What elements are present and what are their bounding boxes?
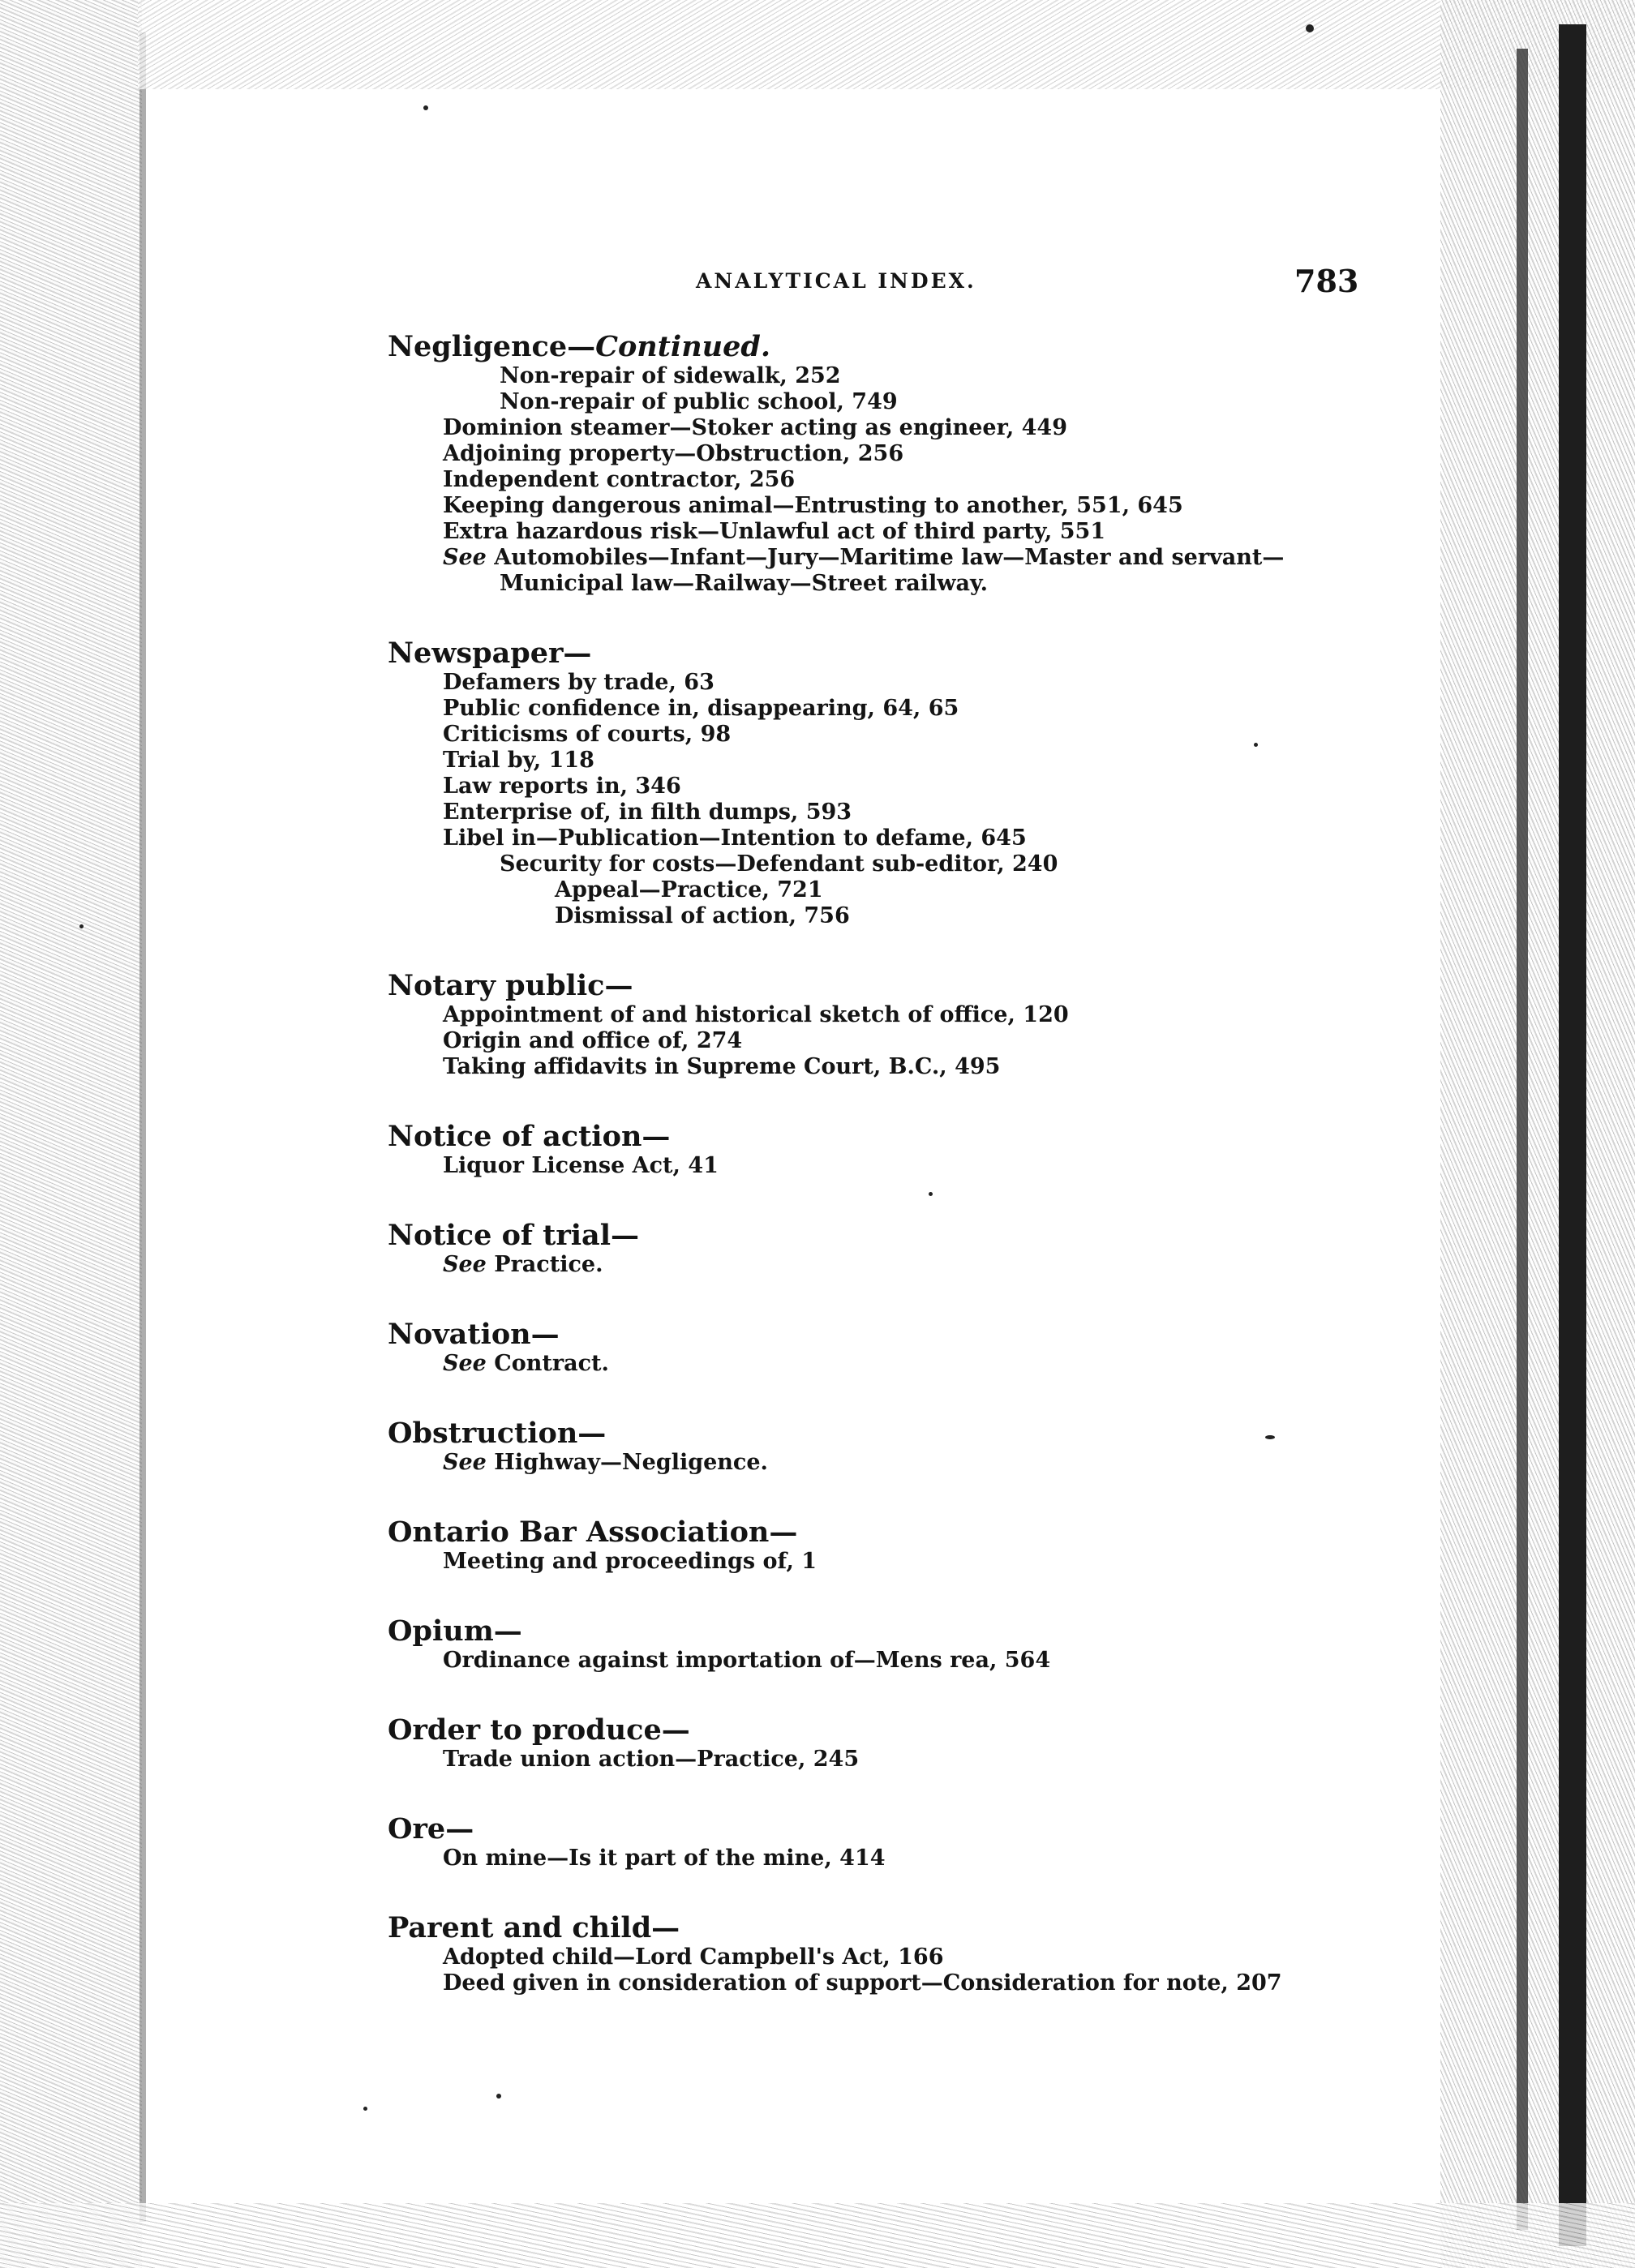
- subline-text: Adopted child—Lord Campbell's Act, 166: [443, 1944, 944, 1970]
- subline-text: Keeping dangerous animal—Entrusting to another, 551, 645: [443, 493, 1183, 518]
- entry-heading: [388, 1813, 1401, 1846]
- entry-subline: [388, 1351, 1401, 1377]
- running-head: ANALYTICAL INDEX.: [696, 269, 976, 293]
- index-entry: [388, 331, 1401, 597]
- entry-subline: [388, 389, 1401, 415]
- subline-text: Practice.: [494, 1252, 603, 1277]
- entry-heading-text: Novation—: [388, 1318, 560, 1351]
- entry-heading-text: Negligence: [388, 330, 568, 363]
- entry-subline: [388, 1846, 1401, 1871]
- subline-text: On mine—Is it part of the mine, 414: [443, 1846, 886, 1871]
- subline-text: Appeal—Practice, 721: [555, 877, 823, 902]
- entry-subline: [388, 1252, 1401, 1278]
- entry-heading: [388, 331, 1401, 363]
- subline-text: Public confidence in, disappearing, 64, 65: [443, 696, 959, 721]
- subline-text: Taking affidavits in Supreme Court, B.C., 495: [443, 1054, 1001, 1079]
- index-entry: [388, 1121, 1401, 1179]
- entry-heading: [388, 1912, 1401, 1944]
- subline-text: Highway—Negligence.: [494, 1450, 768, 1475]
- index-entry: [388, 1912, 1401, 1996]
- subline-text: Security for costs—Defendant sub-editor, 240: [500, 851, 1058, 877]
- index-entry: [388, 1714, 1401, 1773]
- entry-heading-text: Opium—: [388, 1614, 522, 1648]
- index-entry: [388, 637, 1401, 929]
- subline-text: Law reports in, 346: [443, 774, 681, 799]
- entry-subline: [388, 1549, 1401, 1575]
- entry-subline: [388, 800, 1401, 825]
- subline-text: Deed given in consideration of support—Consideration for note, 207: [443, 1970, 1282, 1996]
- entry-heading: [388, 1220, 1401, 1252]
- entry-heading: [388, 1121, 1401, 1153]
- entry-subline: [388, 467, 1401, 493]
- entry-heading-text: Notice of trial—: [388, 1219, 640, 1252]
- subline-text: Liquor License Act, 41: [443, 1153, 719, 1178]
- entry-heading-text: Notice of action—: [388, 1120, 671, 1153]
- entry-heading-text: Obstruction—: [388, 1417, 607, 1450]
- entry-subline: [388, 1747, 1401, 1773]
- subline-text: Extra hazardous risk—Unlawful act of third party, 551: [443, 519, 1106, 544]
- index-list: [388, 331, 1401, 2037]
- entry-subline: [388, 1450, 1401, 1476]
- index-entry: [388, 1220, 1401, 1278]
- index-entry: [388, 1417, 1401, 1476]
- see-reference-label: See: [443, 1252, 495, 1277]
- subline-text: Non-repair of public school, 749: [500, 389, 898, 414]
- see-reference-label: See: [443, 1450, 495, 1475]
- subline-text: Adjoining property—Obstruction, 256: [443, 441, 904, 466]
- subline-text: Dismissal of action, 756: [555, 903, 850, 928]
- entry-heading: [388, 970, 1401, 1002]
- subline-text: Origin and office of, 274: [443, 1028, 743, 1053]
- entry-subline: [388, 1944, 1401, 1970]
- entry-subline: [388, 441, 1401, 467]
- entry-subline: [388, 1028, 1401, 1054]
- entry-heading-text: Order to produce—: [388, 1713, 690, 1747]
- index-entry: [388, 970, 1401, 1080]
- entry-subline: [388, 1002, 1401, 1028]
- see-reference-label: See: [443, 1351, 495, 1376]
- entry-heading-text: Ore—: [388, 1812, 474, 1846]
- entry-subline: [388, 519, 1401, 545]
- entry-heading-text: Parent and child—: [388, 1911, 680, 1944]
- entry-subline: [388, 1054, 1401, 1080]
- subline-text: Libel in—Publication—Intention to defame, 645: [443, 825, 1027, 851]
- entry-subline: [388, 1970, 1401, 1996]
- entry-heading: [388, 637, 1401, 670]
- entry-subline: [388, 1648, 1401, 1674]
- entry-heading-text: Newspaper—: [388, 637, 592, 670]
- entry-subline: [388, 722, 1401, 748]
- entry-subline: [388, 903, 1401, 929]
- subline-text: Trade union action—Practice, 245: [443, 1747, 860, 1772]
- entry-subline: [388, 825, 1401, 851]
- subline-text: Trial by, 118: [443, 748, 594, 773]
- subline-text: Defamers by trade, 63: [443, 670, 715, 695]
- entry-heading-suffix: Continued.: [595, 330, 771, 363]
- subline-text: Non-repair of sidewalk, 252: [500, 363, 841, 388]
- index-entry: [388, 1318, 1401, 1377]
- page-number: 783: [1294, 263, 1359, 299]
- entry-heading: [388, 1417, 1401, 1450]
- entry-subline: [388, 415, 1401, 441]
- subline-text: Municipal law—Railway—Street railway.: [500, 571, 989, 596]
- entry-subline: [388, 851, 1401, 877]
- entry-subline: [388, 696, 1401, 722]
- see-reference-label: See: [443, 545, 495, 570]
- subline-text: Contract.: [494, 1351, 609, 1376]
- entry-subline: [388, 1153, 1401, 1179]
- heading-dash: —: [567, 330, 596, 363]
- subline-text: Criticisms of courts, 98: [443, 722, 732, 747]
- entry-heading-text: Notary public—: [388, 969, 633, 1002]
- subline-text: Independent contractor, 256: [443, 467, 796, 492]
- entry-heading: [388, 1318, 1401, 1351]
- subline-text: Automobiles—Infant—Jury—Maritime law—Master and servant—: [494, 545, 1285, 570]
- subline-text: Ordinance against importation of—Mens rea, 564: [443, 1648, 1051, 1673]
- entry-subline: [388, 670, 1401, 696]
- entry-heading-text: Ontario Bar Association—: [388, 1516, 798, 1549]
- entry-subline: [388, 571, 1401, 597]
- index-entry: [388, 1516, 1401, 1575]
- entry-subline: [388, 545, 1401, 571]
- subline-text: Meeting and proceedings of, 1: [443, 1549, 818, 1574]
- entry-subline: [388, 877, 1401, 903]
- entry-heading: [388, 1516, 1401, 1549]
- entry-subline: [388, 493, 1401, 519]
- entry-subline: [388, 774, 1401, 800]
- subline-text: Enterprise of, in filth dumps, 593: [443, 800, 852, 825]
- entry-heading: [388, 1714, 1401, 1747]
- entry-heading: [388, 1615, 1401, 1648]
- subline-text: Appointment of and historical sketch of office, 120: [443, 1002, 1069, 1027]
- index-entry: [388, 1813, 1401, 1871]
- entry-subline: [388, 363, 1401, 389]
- subline-text: Dominion steamer—Stoker acting as engineer, 449: [443, 415, 1068, 440]
- index-entry: [388, 1615, 1401, 1674]
- entry-subline: [388, 748, 1401, 774]
